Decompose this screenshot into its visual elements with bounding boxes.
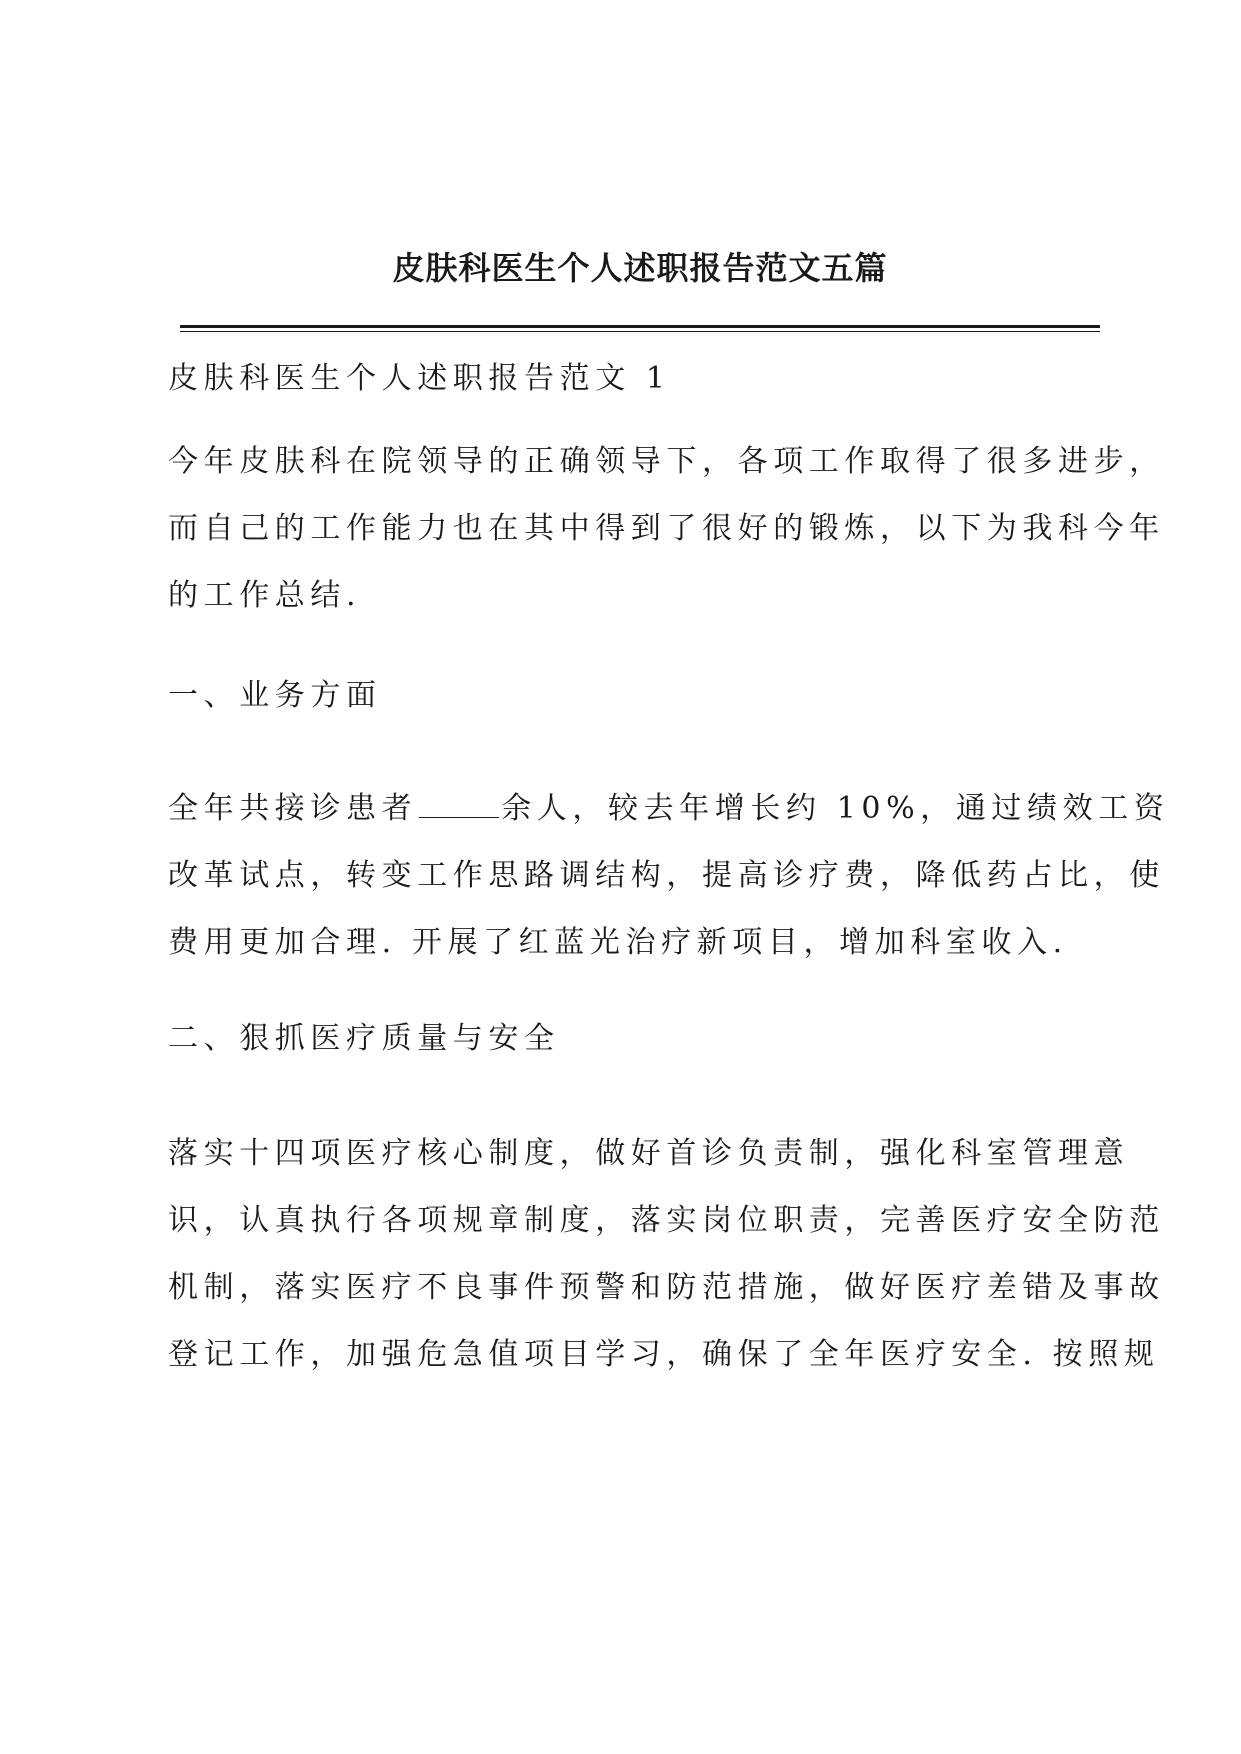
paragraph-line: 费用更加合理. 开展了红蓝光治疗新项目，增加科室收入.: [168, 925, 1068, 960]
fill-in-blank: [419, 797, 499, 818]
document-title: 皮肤科医生个人述职报告范文五篇: [392, 249, 888, 287]
part2-paragraph: [168, 1120, 1165, 1388]
paragraph-line: 机制，落实医疗不良事件预警和防范措施，做好医疗差错及事故: [168, 1270, 1165, 1305]
text-segment: 余人，较去年增长约 10%，通过绩效工资: [501, 791, 1170, 826]
intro-paragraph: [168, 428, 1165, 629]
part1-paragraph: [168, 775, 1170, 976]
paragraph-line: 落实十四项医疗核心制度，做好首诊负责制，强化科室管理意: [168, 1136, 1130, 1171]
text-segment: 全年共接诊患者: [168, 791, 418, 826]
title-divider-thick: [180, 325, 1100, 328]
part1-heading: 一、业务方面: [168, 678, 382, 713]
paragraph-line: 改革试点，转变工作思路调结构，提高诊疗费，降低药占比，使: [168, 858, 1165, 893]
paragraph-line: [168, 775, 1170, 842]
paragraph-line: 登记工作，加强危急值项目学习，确保了全年医疗安全. 按照规: [168, 1337, 1160, 1372]
paragraph-line: 而自己的工作能力也在其中得到了很好的锻炼，以下为我科今年: [168, 511, 1165, 546]
section-heading: 皮肤科医生个人述职报告范文 1: [168, 361, 671, 396]
title-divider-thin: [180, 331, 1100, 332]
paragraph-line: 识，认真执行各项规章制度，落实岗位职责，完善医疗安全防范: [168, 1203, 1165, 1238]
part2-heading: 二、狠抓医疗质量与安全: [168, 1021, 560, 1056]
paragraph-line: 今年皮肤科在院领导的正确领导下，各项工作取得了很多进步，: [168, 444, 1165, 479]
paragraph-line: 的工作总结.: [168, 578, 362, 613]
